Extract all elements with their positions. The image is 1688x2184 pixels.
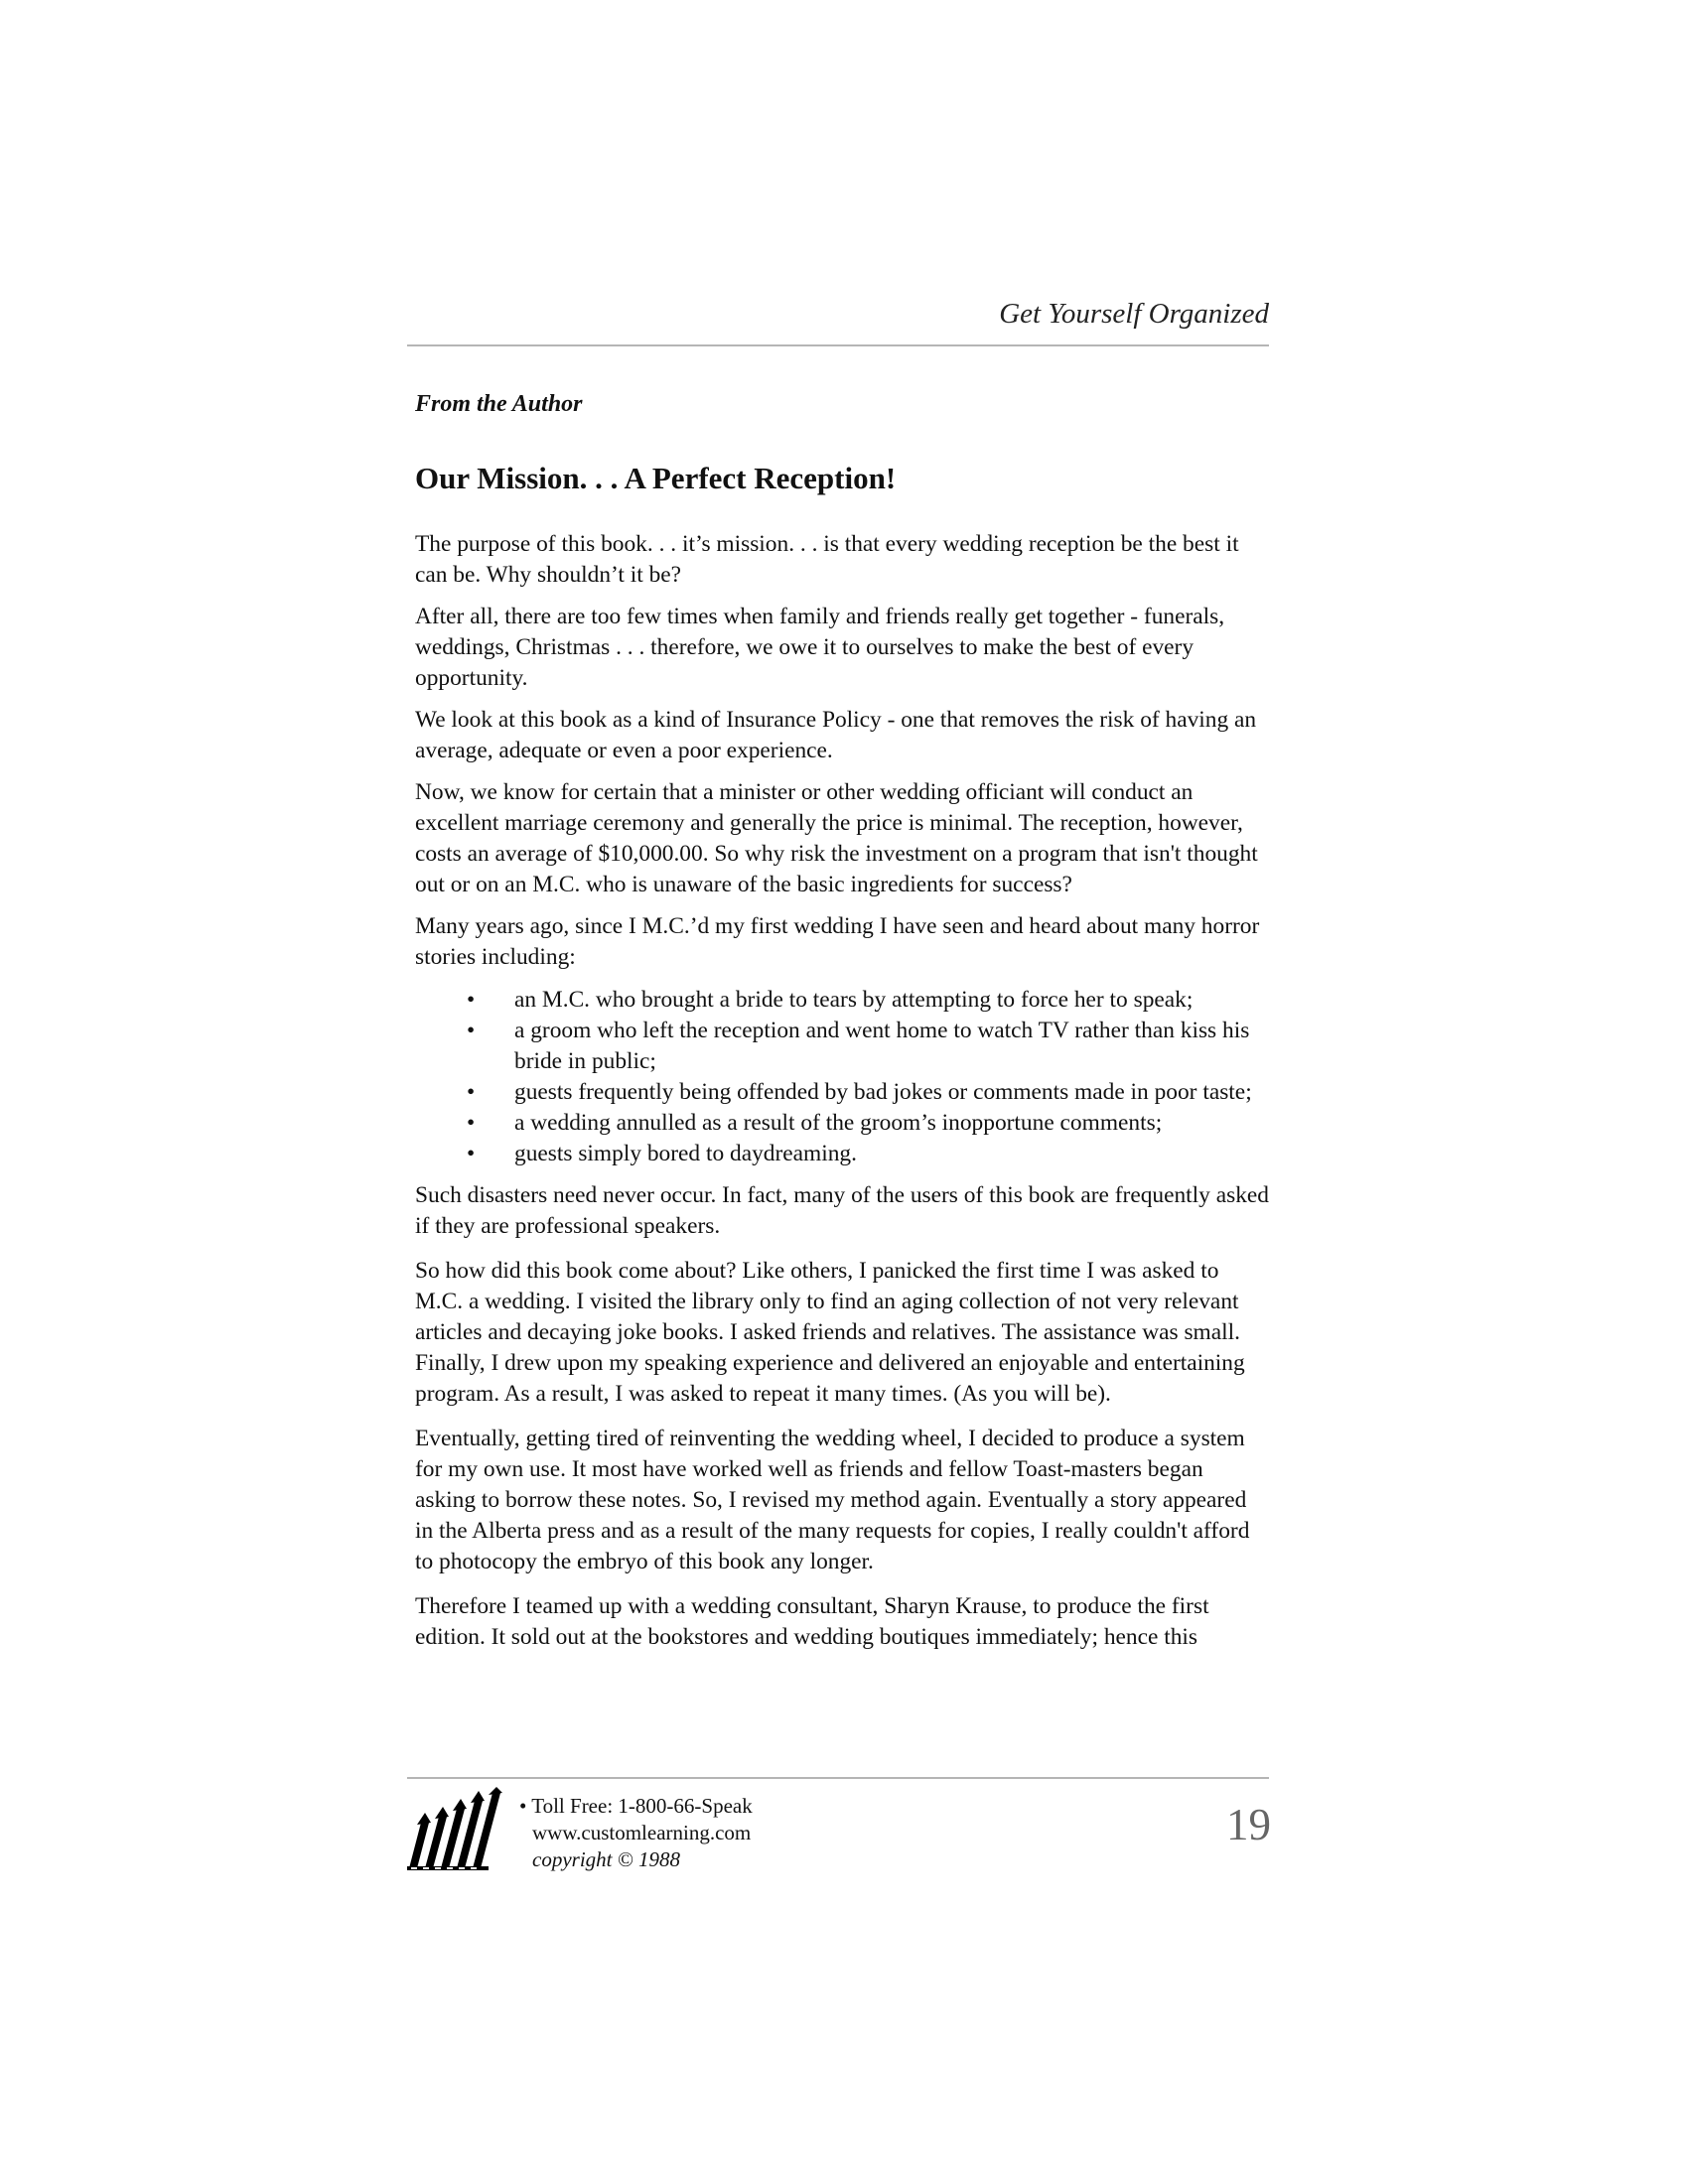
list-item (415, 1139, 1269, 1169)
bullet-icon: • (467, 1110, 476, 1136)
paragraph: Now, we know for certain that a minister or other wedding officiant will conduct an excellent marriage ceremony and generally the price is minimal. The reception, however, costs an average of $10,000.00. So why risk the investment on a program that isn't thought out or on an M.C. who is unaware of the basic ingredients for success? (415, 779, 1258, 897)
paragraph: Many years ago, since I M.C.’d my first wedding I have seen and heard about many horror stories including: (415, 913, 1260, 970)
page-number: 19 (1226, 1800, 1271, 1849)
section-label: From the Author (415, 391, 583, 417)
toll-free-line (519, 1793, 753, 1820)
footer-rule (407, 1777, 1269, 1779)
publisher-logo-icon (407, 1787, 531, 1871)
copyright-notice: copyright © 1988 (532, 1847, 680, 1871)
running-header: Get Yourself Organized (999, 298, 1269, 330)
footer-bullet-icon: • (519, 1794, 527, 1818)
website-url: www.customlearning.com (532, 1821, 752, 1844)
page-title: Our Mission. . . A Perfect Reception! (415, 461, 897, 495)
paragraph: Eventually, getting tired of reinventing the wedding wheel, I decided to produce a system for my own use. It most have worked well as friends and fellow Toast-masters began asking to borrow these notes. So, I revised my method again. Eventually a story appeared in the Alberta press and as a result of the many requests for copies, I really couldn't afford to photocopy the embryo of this book any longer. (415, 1426, 1250, 1574)
list-item-text: guests frequently being offended by bad jokes or comments made in poor taste; (514, 1079, 1252, 1105)
list-item-text: an M.C. who brought a bride to tears by attempting to force her to speak; (514, 987, 1194, 1013)
closing-paragraphs (415, 1180, 1269, 1653)
paragraph: We look at this book as a kind of Insurance Policy - one that removes the risk of having an average, adequate or even a poor experience. (415, 707, 1257, 763)
paragraph: So how did this book come about? Like others, I panicked the first time I was asked to M.C. a wedding. I visited the library only to find an aging collection of not very relevant articles and decaying joke books. I asked friends and relatives. The assistance was small. Finally, I drew upon my speaking experience and delivered an enjoyable and entertaining program. As a result, I was asked to repeat it many times. (As you will be). (415, 1258, 1245, 1407)
list-item-text: guests simply bored to daydreaming. (514, 1141, 857, 1166)
horror-stories-list (415, 985, 1269, 1169)
list-item-text: a wedding annulled as a result of the groom’s inopportune comments; (514, 1110, 1163, 1136)
paragraph: The purpose of this book. . . it’s mission. . . is that every wedding reception be the best it can be. Why shouldn’t it be? (415, 531, 1239, 588)
paragraph: Therefore I teamed up with a wedding consultant, Sharyn Krause, to produce the first edition. It sold out at the bookstores and wedding boutiques immediately; hence this (415, 1593, 1209, 1650)
header-rule (407, 344, 1269, 346)
toll-free-number: Toll Free: 1-800-66-Speak (531, 1794, 753, 1818)
paragraph: Such disasters need never occur. In fact, many of the users of this book are frequently asked if they are professional speakers. (415, 1182, 1269, 1239)
bullet-icon: • (467, 1018, 476, 1043)
footer-contact (519, 1793, 753, 1873)
list-item (415, 1077, 1269, 1108)
paragraph: After all, there are too few times when family and friends really get together - funerals, weddings, Christmas . . . therefore, we owe it to ourselves to make the best of every opportunity. (415, 604, 1225, 691)
list-item (415, 1108, 1269, 1139)
bullet-icon: • (467, 1141, 476, 1166)
bullet-icon: • (467, 1079, 476, 1105)
list-item (415, 985, 1269, 1016)
list-item (415, 1016, 1269, 1077)
list-item-text: a groom who left the reception and went home to watch TV rather than kiss his bride in public; (514, 1018, 1250, 1074)
bullet-icon: • (467, 987, 476, 1013)
main-content (415, 389, 1269, 1664)
intro-paragraphs (415, 529, 1269, 973)
